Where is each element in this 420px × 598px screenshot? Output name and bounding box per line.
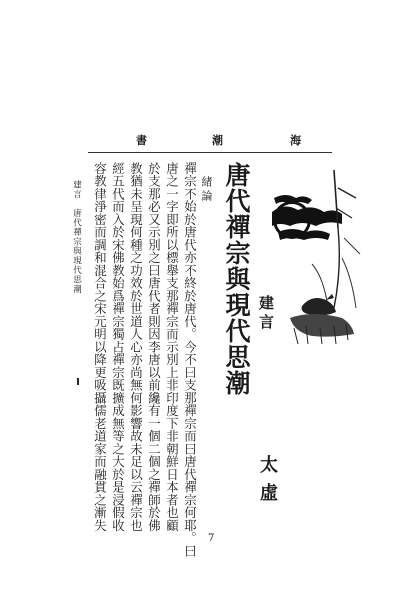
article-author: 太虛 <box>257 455 278 511</box>
running-footer: 建言 唐代禪宗與現代思潮 <box>71 180 82 294</box>
running-head-char: 潮 <box>212 134 223 147</box>
body-column: 於支那必又示別之曰唐代者則因李唐以前纔有一個二個之禪師於佛 <box>146 162 162 532</box>
article-genre: 建言 <box>257 295 275 333</box>
body-column: 唐之一字即所以標舉支那禪宗而示別上非印度下非朝鮮日本者也顧 <box>164 162 180 532</box>
body-column: 容教律淨密而調和混合之宋元明以降更吸攝儒老道家而融貫之漸失 <box>92 162 108 532</box>
footer-dash <box>77 378 79 385</box>
running-head-char: 海 <box>290 134 301 147</box>
header-rule <box>88 152 332 153</box>
decorative-illustration <box>272 168 362 346</box>
body-column: 經五代而入於宋佛教始爲禪宗獨占禪宗既擴成無等之大於是浸假收 <box>110 162 126 532</box>
page-number: 7 <box>208 533 215 544</box>
body-column: 教猶未呈現何種之功效於世道人心亦尚無何影響故未足以云禪宗也 <box>128 162 144 532</box>
body-column: 禪宗不始於唐代亦不終於唐代。今不曰支那禪宗而曰唐代禪宗何耶。曰 <box>182 162 198 558</box>
section-heading: 緒論 <box>200 176 213 204</box>
running-head <box>130 134 330 148</box>
running-head-char: 書 <box>136 134 147 147</box>
article-title: 唐代禪宗與現代思潮 <box>222 162 251 396</box>
